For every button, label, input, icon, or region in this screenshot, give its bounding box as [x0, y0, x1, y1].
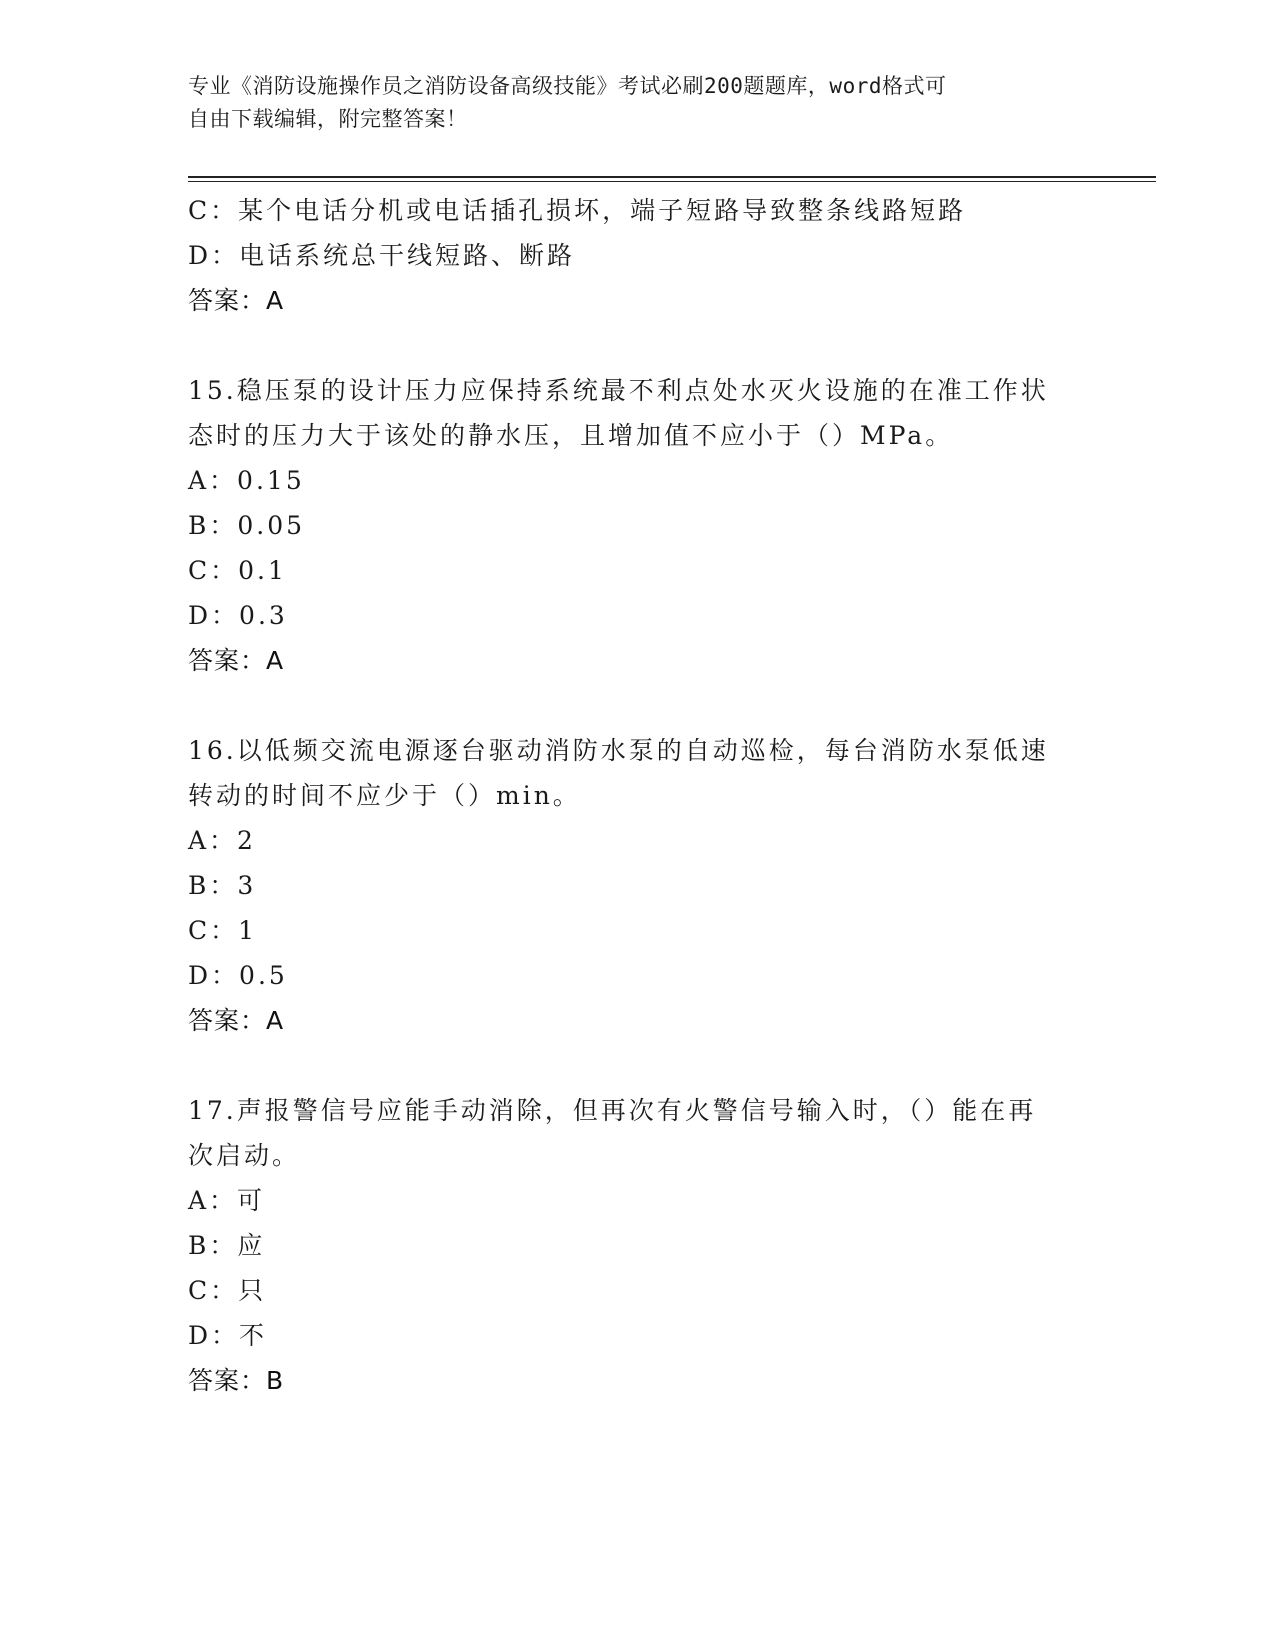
question-content: [188, 188, 1088, 1403]
question-block-17: [188, 1088, 1088, 1403]
question-block-15: [188, 368, 1088, 683]
header-rule-thick: [188, 176, 1156, 178]
question-text-line-2: 转动的时间不应少于（）min。: [188, 781, 581, 810]
document-header: [188, 70, 1068, 136]
header-line-2: 自由下载编辑，附完整答案！: [188, 107, 468, 131]
question-text-line-1: 15.稳压泵的设计压力应保持系统最不利点处水灭火设施的在准工作状: [188, 376, 1049, 405]
question-text-line-1: 16.以低频交流电源逐台驱动消防水泵的自动巡检，每台消防水泵低速: [188, 736, 1049, 765]
answer-line: 答案：A: [188, 646, 285, 675]
question-block-16: [188, 728, 1088, 1043]
option-d: D：0.5: [188, 961, 288, 990]
question-text-line-1: 17.声报警信号应能手动消除，但再次有火警信号输入时，（）能在再: [188, 1096, 1037, 1125]
option-a: A：0.15: [188, 466, 305, 495]
option-b: B：0.05: [188, 511, 306, 540]
option-a: A：2: [188, 826, 256, 855]
option-c: C：某个电话分机或电话插孔损坏，端子短路导致整条线路短路: [188, 196, 967, 225]
option-c: C：0.1: [188, 556, 287, 585]
header-line-1: 专业《消防设施操作员之消防设备高级技能》考试必刷200题题库，word格式可: [188, 74, 947, 98]
prev-question-block: [188, 188, 1088, 323]
option-d: D：电话系统总干线短路、断路: [188, 241, 576, 270]
option-a: A：可: [188, 1186, 266, 1215]
question-text-line-2: 态时的压力大于该处的静水压，且增加值不应小于（）MPa。: [188, 421, 954, 450]
option-b: B：应: [188, 1231, 266, 1260]
header-rule-thin: [188, 181, 1156, 182]
spacer: [188, 323, 1088, 368]
answer-line: 答案：A: [188, 1006, 285, 1035]
answer-line: 答案：B: [188, 1366, 285, 1395]
option-c: C：1: [188, 916, 258, 945]
answer-line: 答案：A: [188, 286, 285, 315]
spacer: [188, 683, 1088, 728]
option-d: D：0.3: [188, 601, 288, 630]
option-c: C：只: [188, 1276, 267, 1305]
question-text-line-2: 次启动。: [188, 1141, 301, 1170]
option-d: D：不: [188, 1321, 268, 1350]
spacer: [188, 1043, 1088, 1088]
option-b: B：3: [188, 871, 257, 900]
